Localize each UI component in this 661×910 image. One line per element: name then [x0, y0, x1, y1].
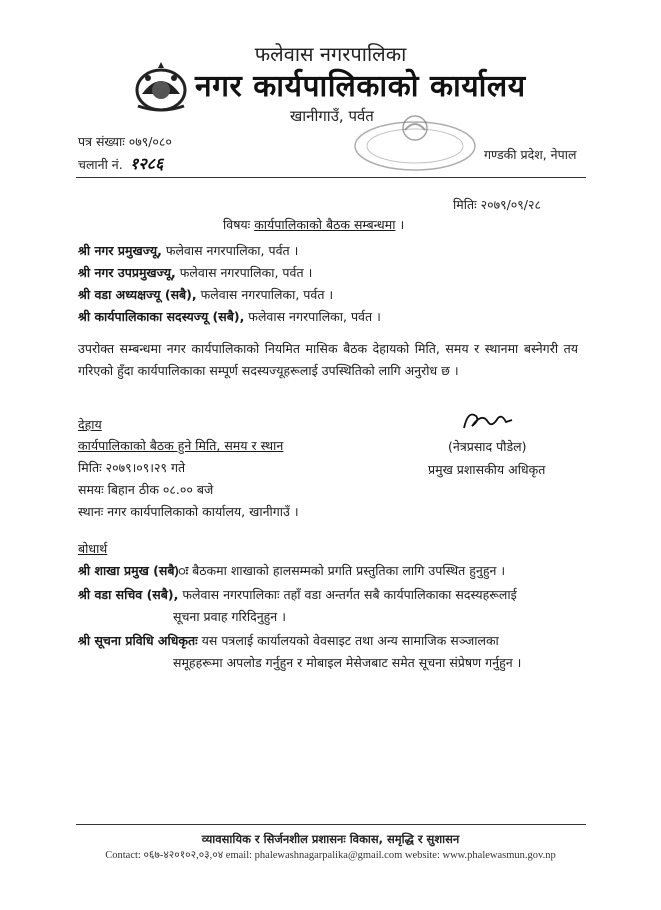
header-divider: [76, 177, 586, 178]
subject-text: कार्यपालिकाको बैठक सम्बन्धमा: [254, 217, 396, 232]
dispatch-number: १२८६: [130, 154, 164, 173]
recipient-item: श्री कार्यपालिकाका सदस्यज्यू (सबै), फलेवास नगरपालिका, पर्वत ।: [78, 309, 381, 324]
details-subheading: कार्यपालिकाको बैठक हुने मिति, समय र स्थान: [78, 438, 284, 453]
signature-icon: [458, 406, 518, 436]
cc-item-continuation: समूहहरूमा अपलोड गर्नुहुन र मोबाइल मेसेजबाट समेत सूचना संप्रेषण गर्नुहुन ।: [173, 655, 522, 670]
municipality-name: फलेवास नगरपालिका: [254, 42, 407, 66]
office-stamp-icon: [350, 112, 480, 172]
footer-contact: Contact: ०६७-४२०१०२,०३,०४ email: phalewashnagarpalika@gmail.com website: www.phalewasmun.gov.np: [105, 850, 556, 861]
footer-divider: [76, 824, 586, 825]
footer-motto: व्यावसायिक र सिर्जनशील प्रशासनः विकास, समृद्धि र सुशासन: [201, 832, 460, 846]
cc-item: श्री शाखा प्रमुख (सबै)ः बैठकमा शाखाको हालसम्मको प्रगति प्रस्तुतिका लागि उपस्थित हुनुहुन ।: [78, 563, 506, 578]
body-paragraph: उपरोक्त सम्बन्धमा नगर कार्यपालिकाको नियमित मासिक बैठक देहायको मिति, समय र स्थानमा बस्नेगरी तय गरिएको हुँदा कार्यपालिकाका सम्पूर्ण सदस्यज्यूहरूलाई उपस्थितिको लागि अनुरोध छ ।: [78, 341, 578, 378]
recipient-item: श्री नगर उपप्रमुखज्यू, फलेवास नगरपालिका, पर्वत ।: [78, 265, 313, 280]
dispatch-label: चलानी नं.: [78, 157, 123, 172]
signatory-name: (नेत्रप्रसाद पौडेल): [448, 439, 527, 454]
recipient-item: श्री नगर प्रमुखज्यू, फलेवास नगरपालिका, पर्वत ।: [78, 243, 299, 258]
cc-item: श्री सूचना प्रविधि अधिकृतः यस पत्रलाई कार्यालयको वेवसाइट तथा अन्य सामाजिक सञ्जालका: [78, 633, 499, 648]
office-title: नगर कार्यपालिकाको कार्यालय: [195, 69, 526, 104]
cc-item: श्री वडा सचिव (सबै), फलेवास नगरपालिकाः तहाँ वडा अन्तर्गत सबै कार्यपालिकाका सदस्यहरूलाई: [78, 587, 517, 602]
cc-item-continuation: सूचना प्रवाह गरिदिनुहुन ।: [173, 609, 286, 624]
cc-heading: बोधार्थ: [78, 541, 108, 556]
letter-date: मितिः २०७९/०९/२८: [453, 197, 541, 212]
subject-end: ।: [399, 217, 405, 232]
meeting-date: मितिः २०७९।०९।२९ गते: [78, 460, 186, 475]
meeting-time: समयः बिहान ठीक ०८.०० बजे: [78, 482, 214, 497]
subject-label: विषयः: [223, 217, 251, 232]
details-heading: देहाय: [78, 417, 102, 432]
recipient-item: श्री वडा अध्यक्षज्यू (सबै), फलेवास नगरपालिका, पर्वत ।: [78, 287, 334, 302]
province-name: गण्डकी प्रदेश, नेपाल: [484, 147, 577, 162]
subject-line: [223, 216, 404, 233]
nepal-emblem-icon: [128, 60, 194, 116]
signatory-designation: प्रमुख प्रशासकीय अधिकृत: [428, 462, 546, 477]
office-location: खानीगाउँ, पर्वत: [290, 107, 374, 125]
letter-number: पत्र संख्याः ०७९/०८०: [78, 134, 172, 149]
meeting-place: स्थानः नगर कार्यपालिकाको कार्यालय, खानीगाउँ ।: [78, 504, 299, 519]
